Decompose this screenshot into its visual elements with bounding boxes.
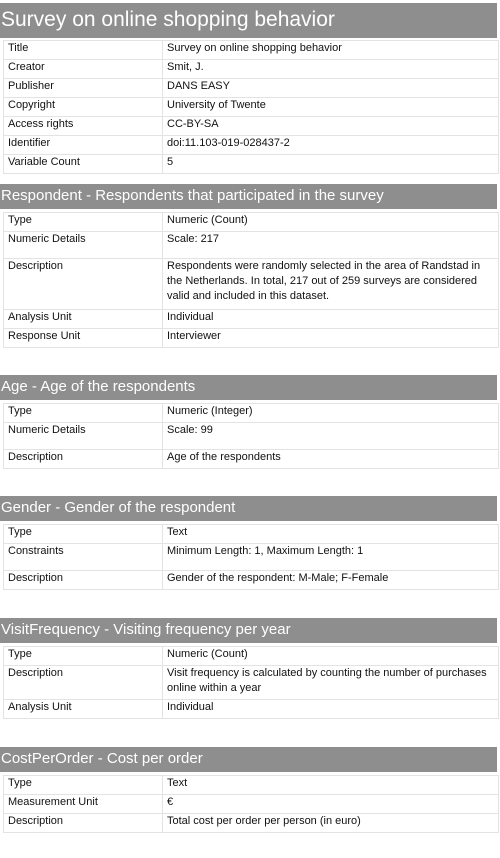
row-label: Numeric Details (4, 232, 163, 259)
section-header-respondent: Respondent - Respondents that participated in the survey (0, 184, 497, 209)
row-label: Access rights (4, 117, 163, 136)
row-value: Total cost per order per person (in euro) (163, 814, 499, 833)
table-row (4, 544, 499, 571)
row-value: doi:11.103-019-028437-2 (163, 136, 499, 155)
table-row (4, 155, 499, 174)
section-header-visitfrequency: VisitFrequency - Visiting frequency per year (0, 618, 497, 643)
section-header-age: Age - Age of the respondents (0, 375, 497, 400)
table-row (4, 310, 499, 329)
variable-table-gender (3, 524, 499, 590)
variable-table-respondent (3, 212, 499, 348)
row-value: Interviewer (163, 329, 499, 348)
row-label: Description (4, 259, 163, 310)
row-value: University of Twente (163, 98, 499, 117)
table-row (4, 776, 499, 795)
row-value: Visit frequency is calculated by counting the number of purchases online within a year (163, 666, 499, 700)
row-value: Scale: 99 (163, 423, 499, 450)
table-row (4, 423, 499, 450)
row-label: Analysis Unit (4, 310, 163, 329)
table-row (4, 232, 499, 259)
row-label: Publisher (4, 79, 163, 98)
section-header-gender: Gender - Gender of the respondent (0, 496, 497, 521)
row-value: Numeric (Count) (163, 647, 499, 666)
row-value: Survey on online shopping behavior (163, 41, 499, 60)
row-value: 5 (163, 155, 499, 174)
variable-table-visitfrequency (3, 646, 499, 719)
row-label: Type (4, 525, 163, 544)
row-value: Respondents were randomly selected in the area of Randstad in the Netherlands. In total, 217 out of 259 surveys are considered valid and included in this dataset. (163, 259, 499, 310)
row-label: Analysis Unit (4, 700, 163, 719)
page-title: Survey on online shopping behavior (0, 3, 497, 38)
row-label: Description (4, 450, 163, 469)
table-row (4, 117, 499, 136)
row-label: Response Unit (4, 329, 163, 348)
row-label: Description (4, 666, 163, 700)
table-row (4, 666, 499, 700)
table-row (4, 213, 499, 232)
row-value: Numeric (Count) (163, 213, 499, 232)
row-label: Constraints (4, 544, 163, 571)
row-value: Scale: 217 (163, 232, 499, 259)
row-label: Variable Count (4, 155, 163, 174)
table-row (4, 404, 499, 423)
row-label: Description (4, 571, 163, 590)
row-value: Text (163, 525, 499, 544)
row-label: Copyright (4, 98, 163, 117)
row-label: Type (4, 647, 163, 666)
table-row (4, 647, 499, 666)
section-header-costperorder: CostPerOrder - Cost per order (0, 747, 497, 772)
table-row (4, 450, 499, 469)
row-label: Title (4, 41, 163, 60)
table-row (4, 571, 499, 590)
table-row (4, 700, 499, 719)
row-label: Numeric Details (4, 423, 163, 450)
row-value: Age of the respondents (163, 450, 499, 469)
row-label: Type (4, 213, 163, 232)
row-value: Gender of the respondent: M-Male; F-Female (163, 571, 499, 590)
row-label: Identifier (4, 136, 163, 155)
row-value: € (163, 795, 499, 814)
row-label: Type (4, 776, 163, 795)
table-row (4, 98, 499, 117)
row-value: DANS EASY (163, 79, 499, 98)
row-value: Numeric (Integer) (163, 404, 499, 423)
variable-table-age (3, 403, 499, 469)
row-value: Text (163, 776, 499, 795)
row-value: CC-BY-SA (163, 117, 499, 136)
table-row (4, 259, 499, 310)
table-row (4, 79, 499, 98)
row-value: Smit, J. (163, 60, 499, 79)
table-row (4, 525, 499, 544)
row-value: Minimum Length: 1, Maximum Length: 1 (163, 544, 499, 571)
row-label: Description (4, 814, 163, 833)
row-label: Measurement Unit (4, 795, 163, 814)
row-label: Type (4, 404, 163, 423)
row-value: Individual (163, 700, 499, 719)
row-label: Creator (4, 60, 163, 79)
table-row (4, 136, 499, 155)
dataset-metadata-table (3, 40, 499, 174)
table-row (4, 814, 499, 833)
row-value: Individual (163, 310, 499, 329)
table-row (4, 795, 499, 814)
table-row (4, 60, 499, 79)
table-row (4, 41, 499, 60)
table-row (4, 329, 499, 348)
variable-table-costperorder (3, 775, 499, 833)
